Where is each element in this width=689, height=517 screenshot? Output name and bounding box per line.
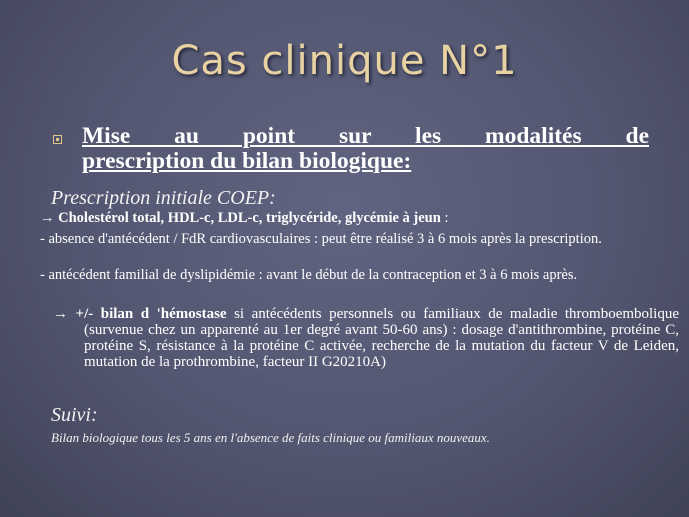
familial-paragraph: - antécédent familial de dyslipidémie : avant le début de la contraception et 3 à 6 mois après. xyxy=(40,267,578,283)
cholesterol-line xyxy=(40,211,648,226)
absence-paragraph: - absence d'antécédent / FdR cardiovasculaires : peut être réalisé 3 à 6 mois après la prescription. xyxy=(40,231,602,247)
main-bullet xyxy=(53,124,649,174)
section-heading-line2: prescription du bilan biologique: xyxy=(82,148,412,174)
square-bullet-icon xyxy=(53,135,62,144)
section-heading-line1: Mise au point sur les modalités de xyxy=(82,123,649,149)
hemostase-paragraph xyxy=(53,306,679,370)
suivi-text: Bilan biologique tous les 5 ans en l'absence de faits clinique ou familiaux nouveaux. xyxy=(51,430,490,445)
hemostase-bold: +/- bilan d 'hémostase xyxy=(75,306,227,322)
hemostase-rest: si antécédents personnels ou familiaux de maladie thromboembolique (survenue chez un apparenté au 1er degré avant 50-60 ans) : dosage d'antithrombine, protéine C, protéine S, résistance à la protéine C activée, recherche de la mutation du facteur V de Leiden, mutation de la prothrombine, facteur II G20210A) xyxy=(84,306,680,370)
slide-title: Cas clinique N°1 xyxy=(171,38,518,84)
prescription-heading: Prescription initiale COEP: xyxy=(51,187,276,209)
section-heading xyxy=(82,124,649,174)
arrow-icon: → xyxy=(40,210,59,226)
arrow-icon: → xyxy=(53,306,76,322)
cholesterol-rest: : xyxy=(440,210,449,226)
suivi-heading: Suivi: xyxy=(51,404,98,426)
cholesterol-bold: Cholestérol total, HDL-c, LDL-c, triglycéride, glycémie à jeun xyxy=(58,210,441,226)
